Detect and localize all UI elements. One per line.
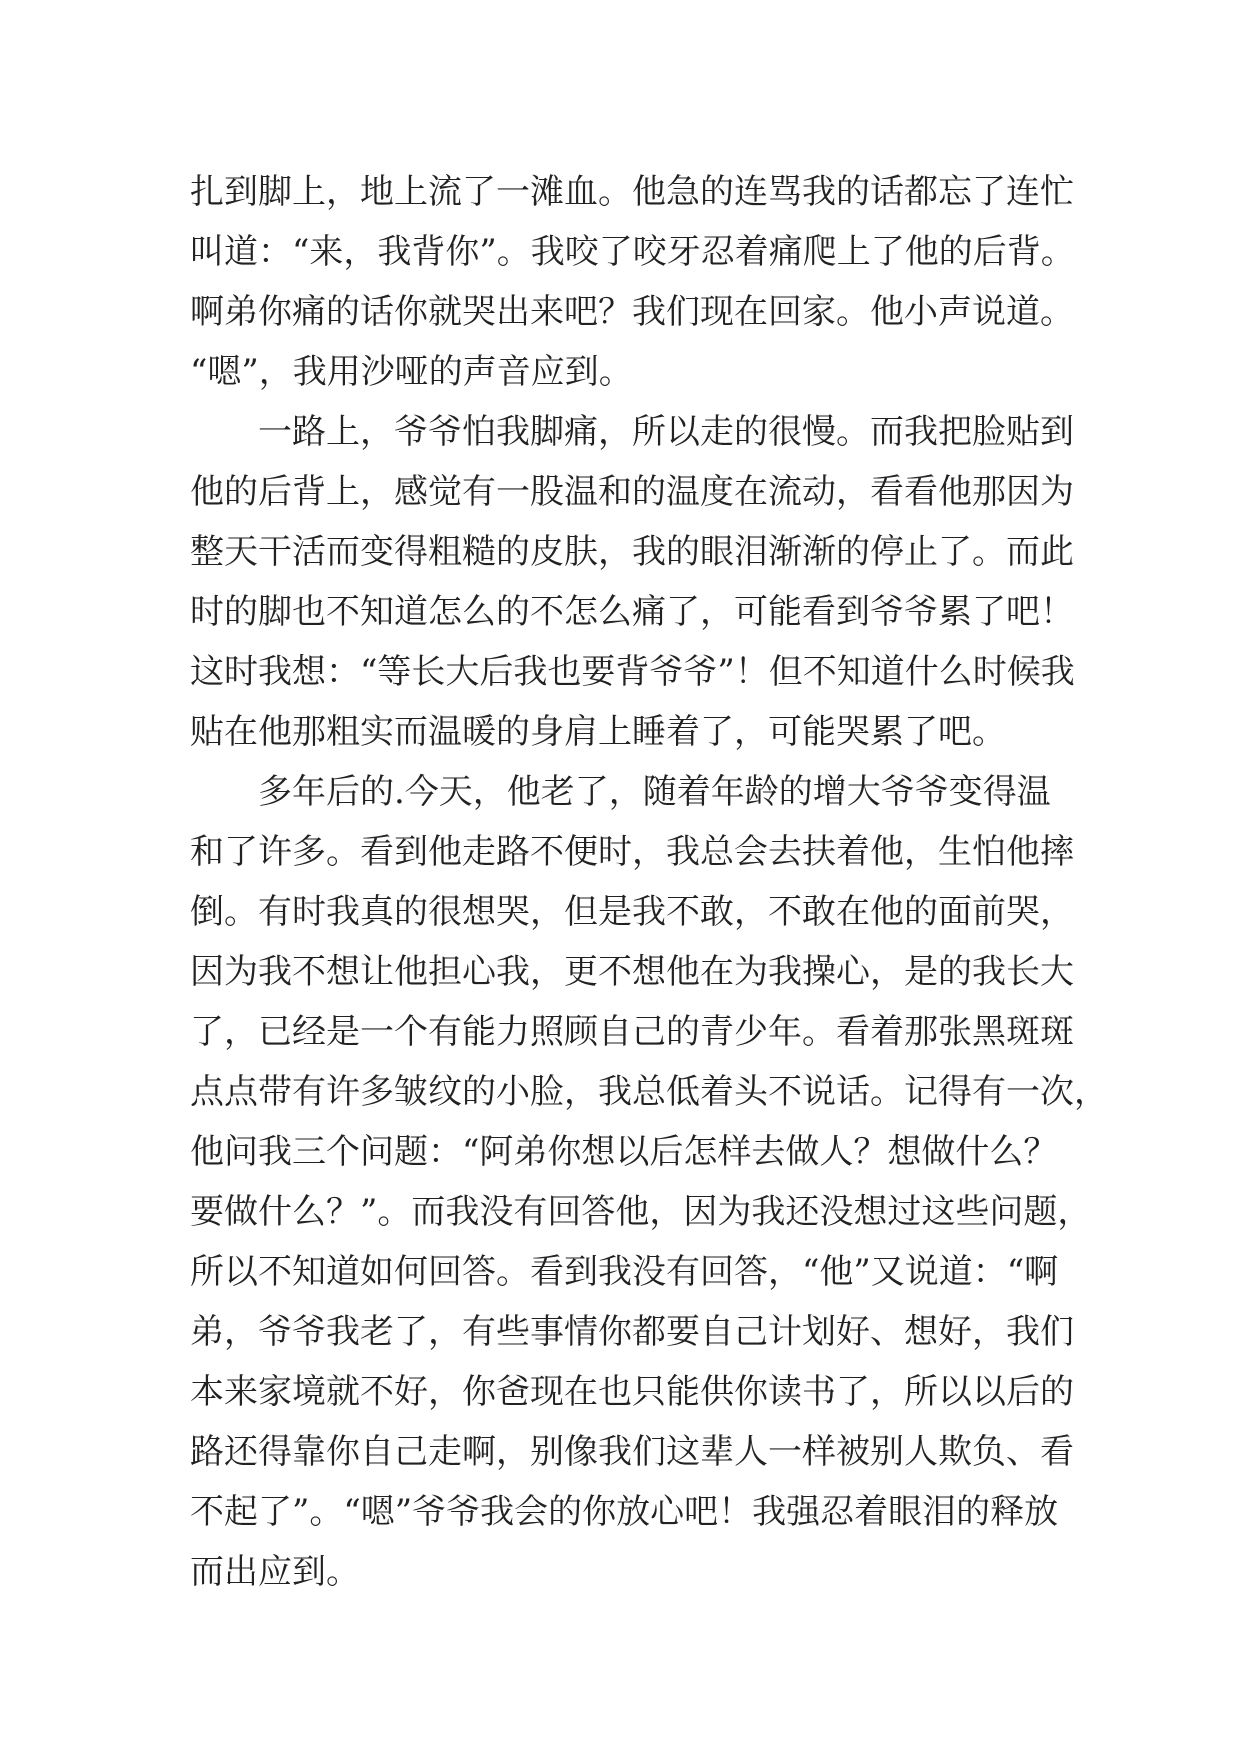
text-line: 整天干活而变得粗糙的皮肤，我的眼泪渐渐的停止了。而此: [190, 532, 1074, 572]
text-line: 不起了”。“嗯”爷爷我会的你放心吧！我强忍着眼泪的释放: [190, 1492, 1059, 1532]
text-line: 和了许多。看到他走路不便时，我总会去扶着他，生怕他摔: [190, 832, 1074, 872]
text-line: 路还得靠你自己走啊，别像我们这辈人一样被别人欺负、看: [190, 1432, 1074, 1472]
text-line: 弟，爷爷我老了，有些事情你都要自己计划好、想好，我们: [190, 1312, 1074, 1352]
text-line: 本来家境就不好，你爸现在也只能供你读书了，所以以后的: [190, 1372, 1074, 1412]
text-line: 贴在他那粗实而温暖的身肩上睡着了，可能哭累了吧。: [190, 712, 1006, 752]
text-line: 他问我三个问题：“阿弟你想以后怎样去做人？想做什么？: [190, 1132, 1058, 1172]
text-line: 要做什么？”。而我没有回答他，因为我还没想过这些问题，: [190, 1192, 1092, 1232]
text-line: 而出应到。: [190, 1552, 360, 1592]
text-line: 点点带有许多皱纹的小脸，我总低着头不说话。记得有一次，: [190, 1072, 1108, 1112]
text-line: 扎到脚上，地上流了一滩血。他急的连骂我的话都忘了连忙: [190, 172, 1074, 212]
text-line: 多年后的.今天，他老了，随着年龄的增大爷爷变得温: [190, 772, 1051, 812]
text-line: 他的后背上，感觉有一股温和的温度在流动，看看他那因为: [190, 472, 1074, 512]
text-line: 所以不知道如何回答。看到我没有回答，“他”又说道：“啊: [190, 1252, 1059, 1292]
body-text: [190, 162, 1108, 1602]
text-line: 因为我不想让他担心我，更不想他在为我操心，是的我长大: [190, 952, 1074, 992]
text-line: 了，已经是一个有能力照顾自己的青少年。看着那张黑斑斑: [190, 1012, 1074, 1052]
text-line: 时的脚也不知道怎么的不怎么痛了，可能看到爷爷累了吧！: [190, 592, 1074, 632]
text-line: 倒。有时我真的很想哭，但是我不敢，不敢在他的面前哭，: [190, 892, 1074, 932]
text-line: “嗯”，我用沙哑的声音应到。: [190, 352, 633, 392]
text-line: 啊弟你痛的话你就哭出来吧？我们现在回家。他小声说道。: [190, 292, 1074, 332]
text-line: 一路上，爷爷怕我脚痛，所以走的很慢。而我把脸贴到: [190, 412, 1074, 452]
text-line: 叫道：“来，我背你”。我咬了咬牙忍着痛爬上了他的后背。: [190, 232, 1075, 272]
text-line: 这时我想：“等长大后我也要背爷爷”！但不知道什么时候我: [190, 652, 1075, 692]
